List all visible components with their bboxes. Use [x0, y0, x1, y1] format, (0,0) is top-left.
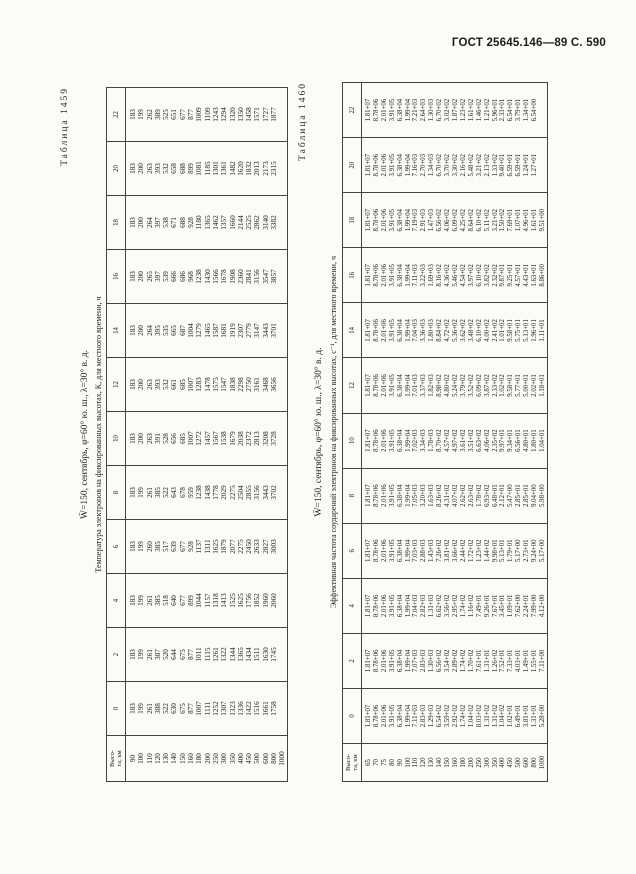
hour-header: 14 [107, 304, 126, 358]
value-column: 183 200 263 391 528 656 685 1007 1272 1457 1567 1538 1679 2038 2372 2813 3208 3728 [126, 412, 288, 466]
value-column: 1.81+07 8.78+06 2.01+06 3.91+05 6.38+04 1.99+04 7.19+03 2.91+03 1.47+03 6.56+02 4.06+02 6.09+02 4.25+02 8.64+02 6.10+02 5.11+02 3.21+02 1.50+02 7.69+01 1.07+01 4.96+01 1.61+01 9.51+00 [362, 193, 548, 248]
table-number-label: Таблица 1460 [298, 82, 308, 161]
hour-header: 2 [343, 633, 362, 688]
hour-header: 10 [343, 413, 362, 468]
hour-header: 22 [343, 83, 362, 138]
value-column: 183 199 261 387 520 644 675 877 1011 1115 1261 1322 1344 1365 1434 1511 1630 1745 [126, 628, 288, 682]
hour-header: 4 [107, 574, 126, 628]
hour-header: 20 [343, 138, 362, 193]
altitude-header: Высо- та, км [343, 744, 362, 782]
hour-header: 8 [107, 466, 126, 520]
hour-header: 20 [107, 142, 126, 196]
value-column: 183 200 264 395 535 665 687 1004 1279 1465 1587 1681 1919 2307 2779 3147 3443 3701 [126, 304, 288, 358]
hour-header: 0 [107, 682, 126, 736]
hour-header: 22 [107, 88, 126, 142]
value-column: 1.81+07 8.78+06 2.01+06 3.91+05 6.38+04 1.99+04 7.04+03 3.36+03 1.80+03 8.84+02 4.72+02 5.36+02 3.62+02 3.48+02 6.10+02 4.00+02 2.41+02 1.01+02 9.58+01 5.75+01 5.13+01 1.96+01 1.11+01 [362, 303, 548, 358]
table-subtitle: Температура электронов на фиксированных высотах, К, для местного времени, ч [94, 296, 103, 573]
table-header-row [107, 88, 126, 782]
table-title: W̄=150, сентябрь, φ=60° ю. ш., λ=30° в. д. [80, 350, 90, 519]
table-subtitle: Эффективная частота соударений электронов на фиксированных высотах, с⁻¹, для местного времени, ч [329, 256, 338, 608]
hour-header: 0 [343, 688, 362, 743]
value-column: 1.81+07 8.78+06 2.01+06 3.91+05 6.38+04 1.99+04 7.16+03 2.70+03 1.34+03 6.70+02 3.70+02 3.30+02 2.16+02 5.48+02 3.21+02 2.13+02 1.33+02 9.40+01 6.59+01 6.59+01 1.24+01 1.27+01 [362, 138, 548, 193]
hour-header: 14 [343, 303, 362, 358]
table-number-label: Таблица 1459 [60, 87, 70, 166]
page-header: ГОСТ 25645.146—89 С. 590 [451, 37, 606, 49]
hour-header: 10 [107, 412, 126, 466]
value-column: 1.81+07 8.78+06 2.01+06 3.91+05 6.38+04 1.99+04 7.02+03 3.34+03 1.78+03 8.70+02 4.57+02 4.97+02 3.61+02 3.51+02 6.63+02 4.06+02 2.35+02 9.97+01 9.34+01 6.56+01 4.80+01 1.80+01 1.04+01 [362, 413, 548, 468]
data-table-1460 [342, 82, 548, 782]
altitude-column: 90 100 110 120 130 140 150 160 180 200 250 300 350 400 450 500 600 800 1000 [126, 736, 288, 782]
value-column: 183 199 261 385 518 640 677 899 1044 1157 1318 1413 1525 1625 1756 1852 1960 2060 [126, 574, 288, 628]
value-column: 183 200 263 393 532 658 688 899 1081 1185 1301 1361 1482 1620 1832 2013 2173 2315 [126, 142, 288, 196]
hour-header: 6 [107, 520, 126, 574]
value-column: 183 199 262 389 525 651 677 877 1009 1109 1243 1294 1320 1350 1458 1571 1727 1877 [126, 88, 288, 142]
hour-header: 16 [343, 248, 362, 303]
hour-header: 2 [107, 628, 126, 682]
value-column: 183 200 264 397 538 671 688 928 1180 1365 1462 1357 1660 2144 2525 2862 3140 3382 [126, 196, 288, 250]
value-column: 183 199 261 388 522 630 675 877 1007 1111 1252 1307 1323 1336 1422 1516 1661 1758 [126, 682, 288, 736]
hour-header: 12 [107, 358, 126, 412]
value-column: 183 199 260 385 517 639 677 928 1137 1311 1625 1879 2077 2275 2450 2633 2827 3003 [126, 520, 288, 574]
value-column: 183 199 261 385 522 643 678 959 1238 1438 1778 2029 2275 2504 2855 3156 3443 3702 [126, 466, 288, 520]
hour-header: 18 [107, 196, 126, 250]
hour-header: 6 [343, 523, 362, 578]
table-1460-block [300, 82, 598, 782]
altitude-column: 65 70 75 80 90 100 110 120 130 140 150 160 180 200 250 300 350 400 450 500 600 800 1000 [362, 744, 548, 782]
hour-header: 8 [343, 468, 362, 523]
value-column: 1.81+07 8.78+06 2.01+06 3.91+05 6.38+04 1.99+04 7.11+03 2.83+03 1.29+03 6.54+02 3.59+02 2.92+02 1.74+02 1.04+02 8.03+02 1.31+02 1.31+02 1.04+02 1.02+01 6.49+01 3.81+01 1.31+01 5.28+00 [362, 688, 548, 743]
table-title: W̄=150, сентябрь, φ=60° ю. ш., λ=30° в. д. [314, 347, 324, 517]
value-column: 1.81+07 8.78+06 2.01+06 3.91+05 6.38+04 1.99+04 7.07+03 2.83+03 1.30+03 6.56+02 3.54+02 2.89+02 1.74+02 1.70+02 7.61+01 1.31+01 1.26+02 7.52+01 7.33+01 4.03+01 1.49+01 1.55+01 7.11+00 [362, 633, 548, 688]
table-body-row [126, 88, 288, 782]
table-body-row [362, 83, 548, 782]
value-column: 183 200 265 397 539 666 686 968 1238 1430 1566 1678 1908 2360 2841 3156 3547 3857 [126, 250, 288, 304]
hour-header: 12 [343, 358, 362, 413]
value-column: 183 200 263 393 532 661 685 1007 1283 1478 1575 1547 1838 2298 2750 3161 3468 3656 [126, 358, 288, 412]
value-column: 1.81+07 8.78+06 2.01+06 3.91+05 6.38+04 1.99+04 7.01+03 3.37+03 1.82+03 8.98+02 4.80+02 5.24+02 3.79+02 3.52+02 6.09+02 3.87+02 2.33+02 1.02+02 9.58+01 5.77+01 5.00+01 2.02+01 1.18+01 [362, 358, 548, 413]
value-column: 1.81+07 8.78+06 2.01+06 3.91+05 6.38+04 1.99+04 7.05+03 3.20+03 1.63+03 8.26+02 4.31+02 4.07+02 2.62+02 2.63+02 1.78+02 6.93+02 6.48+01 2.12+01 5.47+00 2.85+01 2.85+01 9.04+00 5.98+00 [362, 468, 548, 523]
table-header-row [343, 83, 362, 782]
hour-header: 18 [343, 193, 362, 248]
value-column: 1.81+07 8.78+06 2.01+06 3.91+05 6.38+04 1.99+04 7.04+03 2.82+03 1.31+03 6.62+02 3.56+02 2.95+02 1.74+02 1.16+02 7.49+01 9.26+01 7.67+01 3.45+01 1.09+01 7.62+00 2.24+01 7.99+00 4.12+00 [362, 578, 548, 633]
hour-header: 4 [343, 578, 362, 633]
value-column: 1.81+07 8.78+06 2.01+06 3.91+05 6.38+04 1.99+04 7.21+03 2.64+03 1.30+03 6.70+02 3.02+02 1.87+02 1.23+02 1.61+02 1.46+02 1.21+02 5.96+01 2.33+01 6.54+01 3.79+01 1.34+01 6.54+00 [362, 83, 548, 138]
altitude-header: Высо- та, км [107, 736, 126, 782]
table-1459-block [62, 87, 287, 782]
value-column: 1.81+07 8.78+06 2.01+06 3.91+05 6.38+04 1.99+04 7.03+03 2.88+03 1.43+03 7.26+02 3.81+02 3.66+02 2.44+02 1.72+02 1.23+02 1.44+02 9.98+01 5.13+01 1.79+01 5.17+00 2.73+01 9.24+00 5.17+00 [362, 523, 548, 578]
data-table-1459 [106, 87, 288, 782]
hour-header: 16 [107, 250, 126, 304]
value-column: 1.81+07 8.78+06 2.01+06 3.91+05 6.38+04 1.99+04 7.11+03 3.22+03 1.69+03 8.16+02 4.36+02 5.46+02 4.54+02 3.97+02 6.10+02 3.82+02 2.32+02 9.87+01 9.25+01 4.57+01 4.43+01 1.63+01 8.86+00 [362, 248, 548, 303]
